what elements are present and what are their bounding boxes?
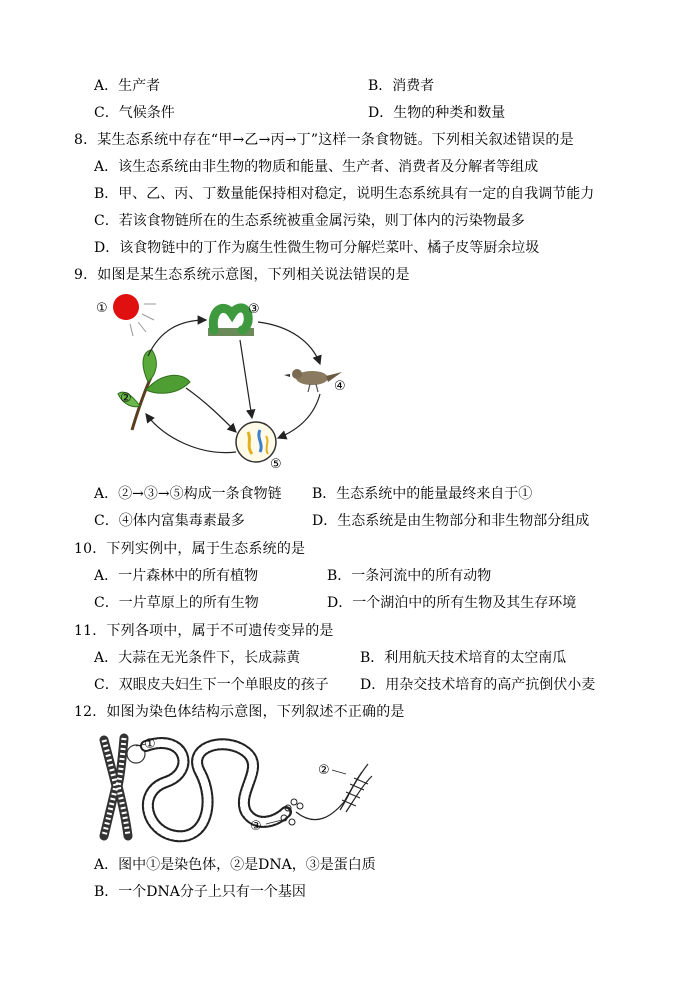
q10-option-a: A．一片森林中的所有植物 bbox=[94, 568, 259, 584]
q10-stem: 10．下列实例中，属于生态系统的是 bbox=[74, 541, 306, 557]
q9-option-c: C．④体内富集毒素最多 bbox=[94, 513, 245, 529]
q8-option-a: A．该生态系统由非生物的物质和能量、生产者、消费者及分解者等组成 bbox=[94, 159, 539, 175]
fig9-label-2: ② bbox=[120, 391, 132, 406]
q8-option-c: C．若该食物链所在的生态系统被重金属污染，则丁体内的污染物最多 bbox=[94, 213, 525, 229]
q11-option-a: A．大蒜在无光条件下，长成蒜黄 bbox=[94, 650, 301, 666]
q11-option-c: C．双眼皮夫妇生下一个单眼皮的孩子 bbox=[94, 677, 329, 693]
fig9-label-4: ④ bbox=[334, 379, 346, 394]
decomposer-icon bbox=[236, 422, 276, 462]
sun-icon bbox=[113, 294, 156, 336]
q11-option-d: D．用杂交技术培育的高产抗倒伏小麦 bbox=[360, 677, 596, 693]
fig12-label-2: ② bbox=[318, 763, 330, 778]
q9-stem: 9．如图是某生态系统示意图，下列相关说法错误的是 bbox=[74, 267, 410, 283]
q12-option-a: A．图中①是染色体，②是DNA，③是蛋白质 bbox=[94, 857, 376, 873]
q10-option-c: C．一片草原上的所有生物 bbox=[94, 595, 259, 611]
q9-ecosystem-figure bbox=[90, 290, 370, 476]
q8-option-b: B．甲、乙、丙、丁数量能保持相对稳定，说明生态系统具有一定的自我调节能力 bbox=[94, 186, 595, 202]
q10-option-d: D．一个湖泊中的所有生物及其生存环境 bbox=[327, 595, 577, 611]
q11-stem: 11．下列各项中，属于不可遗传变异的是 bbox=[74, 623, 334, 639]
q12-stem: 12．如图为染色体结构示意图，下列叙述不正确的是 bbox=[74, 704, 405, 720]
q12-chromosome-figure bbox=[96, 732, 386, 844]
fig9-label-1: ① bbox=[96, 301, 108, 316]
chromosome-icon bbox=[104, 738, 128, 836]
fig9-label-5: ⑤ bbox=[270, 457, 282, 472]
q9-option-d: D．生态系统是由生物部分和非生物部分组成 bbox=[312, 513, 590, 529]
plant-icon bbox=[118, 350, 190, 430]
q9-option-a: A．②→③→⑤构成一条食物链 bbox=[94, 486, 282, 502]
q10-option-b: B．一条河流中的所有动物 bbox=[327, 568, 492, 584]
fig9-label-3: ③ bbox=[248, 302, 260, 317]
q7-option-a: A．生产者 bbox=[94, 78, 161, 94]
q12-option-b: B．一个DNA分子上只有一个基因 bbox=[94, 884, 306, 900]
q7-option-b: B．消费者 bbox=[368, 78, 435, 94]
q11-option-b: B．利用航天技术培育的太空南瓜 bbox=[360, 650, 567, 666]
q8-stem: 8．某生态系统中存在“甲→乙→丙→丁”这样一条食物链。下列相关叙述错误的是 bbox=[74, 132, 574, 148]
q7-option-d: D．生物的种类和数量 bbox=[368, 105, 506, 121]
q8-option-d: D．该食物链中的丁作为腐生性微生物可分解烂菜叶、橘子皮等厨余垃圾 bbox=[94, 240, 540, 256]
fig12-label-1: ① bbox=[144, 737, 156, 752]
fig12-label-3: ③ bbox=[250, 819, 262, 834]
q7-option-c: C．气候条件 bbox=[94, 105, 175, 121]
q9-option-b: B．生态系统中的能量最终来自于① bbox=[312, 486, 533, 502]
